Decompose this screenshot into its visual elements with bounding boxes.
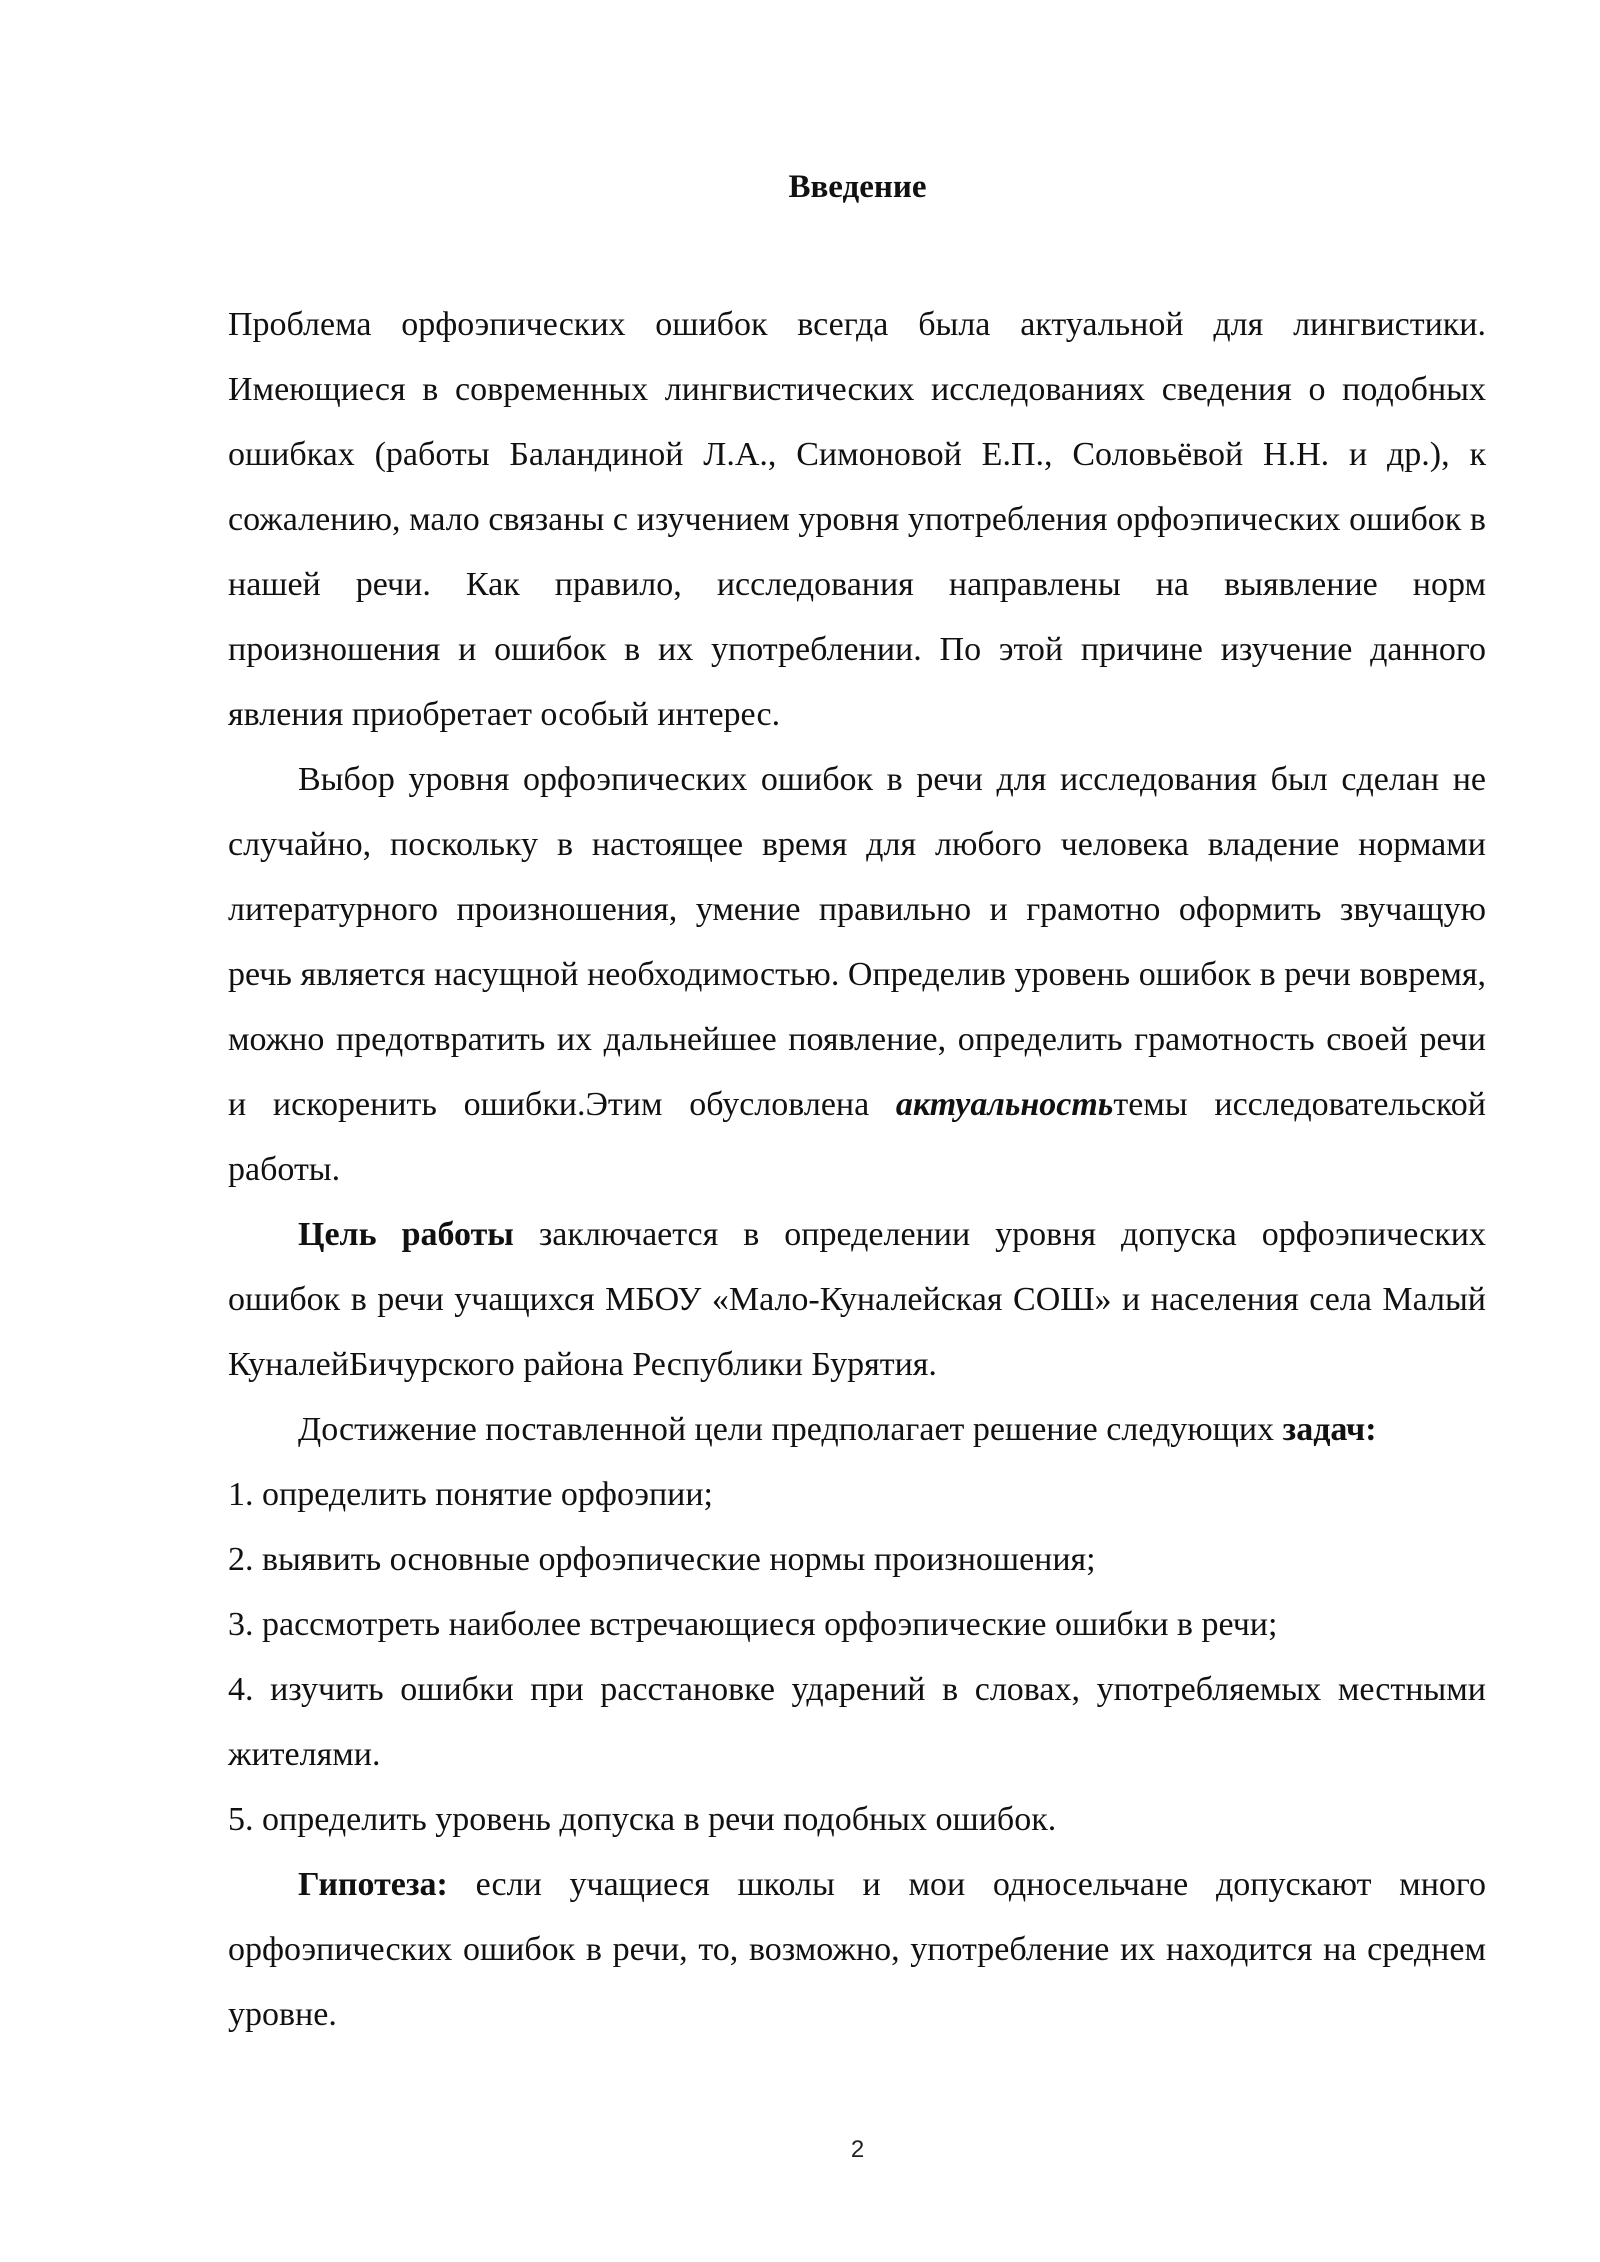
relevance-emphasis: актуальность — [895, 1086, 1114, 1123]
hypothesis-text: если учащиеся школы и мои односельчане допускают много орфоэпических ошибок в речи, то, возможно, употребление их находится на среднем уровне. — [228, 1866, 1486, 2033]
hypothesis-paragraph — [228, 1852, 1486, 2047]
intro-paragraph: Проблема орфоэпических ошибок всегда была актуальной для лингвистики. Имеющиеся в современных лингвистических исследованиях сведения о подобных ошибках (работы Баландиной Л.А., Симоновой Е.П., Соловьёвой Н.Н. и др.), к сожалению, мало связаны с изучением уровня употребления орфоэпических ошибок в нашей речи. Как правило, исследования направлены на выявление норм произношения и ошибок в их употреблении. По этой причине изучение данного явления приобретает особый интерес. — [228, 306, 1486, 733]
goal-label: Цель работы — [298, 1216, 514, 1253]
goal-paragraph — [228, 1202, 1486, 1397]
list-item: 5. определить уровень допуска в речи подобных ошибок. — [228, 1801, 1057, 1838]
tasks-intro-text: Достижение поставленной цели предполагает решение следующих — [298, 1411, 1283, 1448]
list-item: 2. выявить основные орфоэпические нормы произношения; — [228, 1541, 1096, 1578]
tasks-intro-paragraph — [228, 1397, 1486, 1462]
list-item: 1. определить понятие орфоэпии; — [228, 1476, 713, 1513]
relevance-paragraph-lead: Выбор уровня орфоэпических ошибок в речи для исследования был сделан не случайно, поскольку в настоящее время для любого человека владение нормами литературного произношения, умение правильно и грамотно оформить звучащую речь является насущной необходимостью. Определив уровень ошибок в речи вовремя, можно предотвратить их дальнейшее появление, определить грамотность своей речи и искоренить ошибки.Этим обусловлена — [228, 761, 1486, 1123]
hypothesis-label: Гипотеза: — [298, 1866, 448, 1903]
list-item: 3. рассмотреть наиболее встречающиеся орфоэпические ошибки в речи; — [228, 1606, 1278, 1643]
tasks-label: задач: — [1282, 1411, 1377, 1448]
list-item: 4. изучить ошибки при расстановке ударений в словах, употребляемых местными жителями. — [228, 1671, 1486, 1773]
relevance-paragraph-tail: темы исследовательской работы. — [228, 1086, 1486, 1188]
document-body — [228, 292, 1486, 2047]
goal-text: заключается в определении уровня допуска орфоэпических ошибок в речи учащихся МБОУ «Мало-Куналейская СОШ» и населения села Малый КуналейБичурского района Республики Бурятия. — [228, 1216, 1486, 1383]
page-title: Введение — [788, 169, 927, 205]
tasks-list — [228, 1462, 1486, 1852]
relevance-paragraph — [228, 747, 1486, 1202]
page-number: 2 — [850, 2136, 865, 2163]
